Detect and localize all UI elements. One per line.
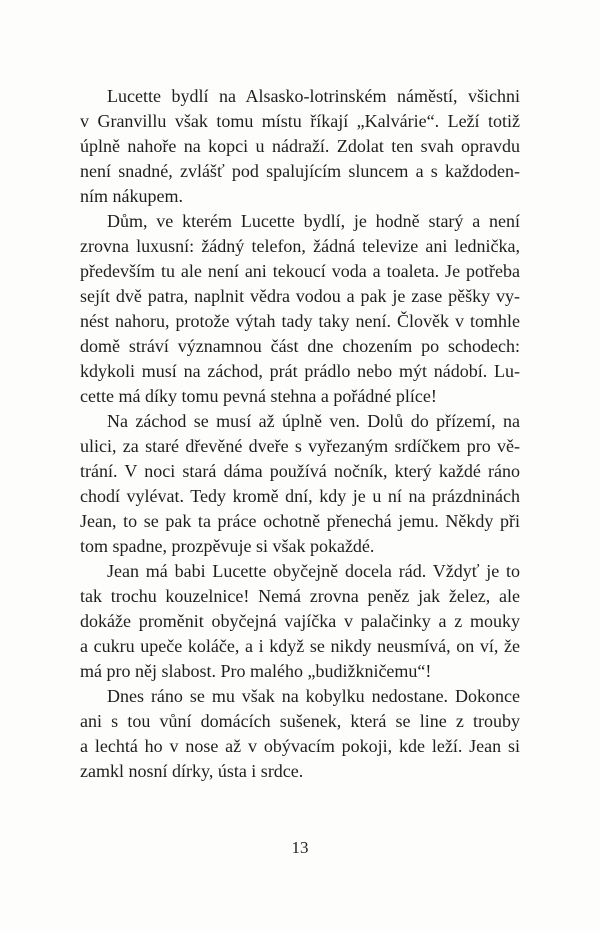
text-line: dokáže proměnit obyčejná vajíčka v palačinky a z mouky — [80, 611, 520, 631]
text-line: má pro něj slabost. Pro malého „budižkničemu“! — [80, 661, 432, 681]
text-line: ani s tou vůní domácích sušenek, která se line z trouby — [80, 711, 520, 731]
text-line: nést nahoru, protože výtah tady taky není. Člověk v tomhle — [80, 311, 520, 331]
paragraph — [80, 84, 520, 209]
text-line: Dům, ve kterém Lucette bydlí, je hodně starý a není — [107, 211, 520, 231]
text-line: ním nákupem. — [80, 186, 183, 206]
text-line: chodí vylévat. Tedy kromě dní, kdy je u ní na prázdninách — [80, 486, 520, 506]
paragraph — [80, 409, 520, 559]
text-line: zrovna luxusní: žádný telefon, žádná televize ani lednička, — [80, 236, 520, 256]
text-line: není snadné, zvlášť pod spalujícím sluncem a s každoden- — [80, 161, 520, 181]
text-line: v Granvillu však tomu místu říkají „Kalvárie“. Leží totiž — [80, 111, 520, 131]
text-line: Jean má babi Lucette obyčejně docela rád. Vždyť je to — [107, 561, 520, 581]
text-line: tom spadne, prozpěvuje si však pokaždé. — [80, 536, 375, 556]
text-line: Lucette bydlí na Alsasko-lotrinském náměstí, všichni — [107, 86, 520, 106]
page-number: 13 — [291, 838, 309, 857]
text-line: domě stráví významnou část dne chozením po schodech: — [80, 336, 520, 356]
paragraph — [80, 209, 520, 409]
text-line: Jean, to se pak ta práce ochotně přenechá jemu. Někdy při — [80, 511, 520, 531]
text-line: tak trochu kouzelnice! Nemá zrovna peněz jak želez, ale — [80, 586, 520, 606]
text-line: ulici, za staré dřevěné dveře s vyřezaným srdíčkem pro vě- — [80, 436, 520, 456]
text-line: trání. V noci stará dáma používá nočník, který každé ráno — [80, 461, 520, 481]
text-line: úplně nahoře na kopci u nádraží. Zdolat ten svah opravdu — [80, 136, 520, 156]
text-line: a lechtá ho v nose až v obývacím pokoji, kde leží. Jean si — [80, 736, 520, 756]
text-line: zamkl nosní dírky, ústa i srdce. — [80, 761, 304, 781]
text-line: cette má díky tomu pevná stehna a pořádné plíce! — [80, 386, 437, 406]
text-line: především tu ale není ani tekoucí voda a toaleta. Je potřeba — [80, 261, 520, 281]
text-line: Na záchod se musí až úplně ven. Dolů do přízemí, na — [107, 411, 520, 431]
text-line: kdykoli musí na záchod, prát prádlo nebo mýt nádobí. Lu- — [80, 361, 520, 381]
text-line: Dnes ráno se mu však na kobylku nedostane. Dokonce — [107, 686, 520, 706]
paragraph — [80, 684, 520, 784]
text-line: sejít dvě patra, naplnit vědra vodou a pak je zase pěšky vy- — [80, 286, 520, 306]
paragraph — [80, 559, 520, 684]
text-line: a cukru upeče koláče, a i když se nikdy neusmívá, on ví, že — [80, 636, 520, 656]
text-block — [80, 84, 520, 784]
